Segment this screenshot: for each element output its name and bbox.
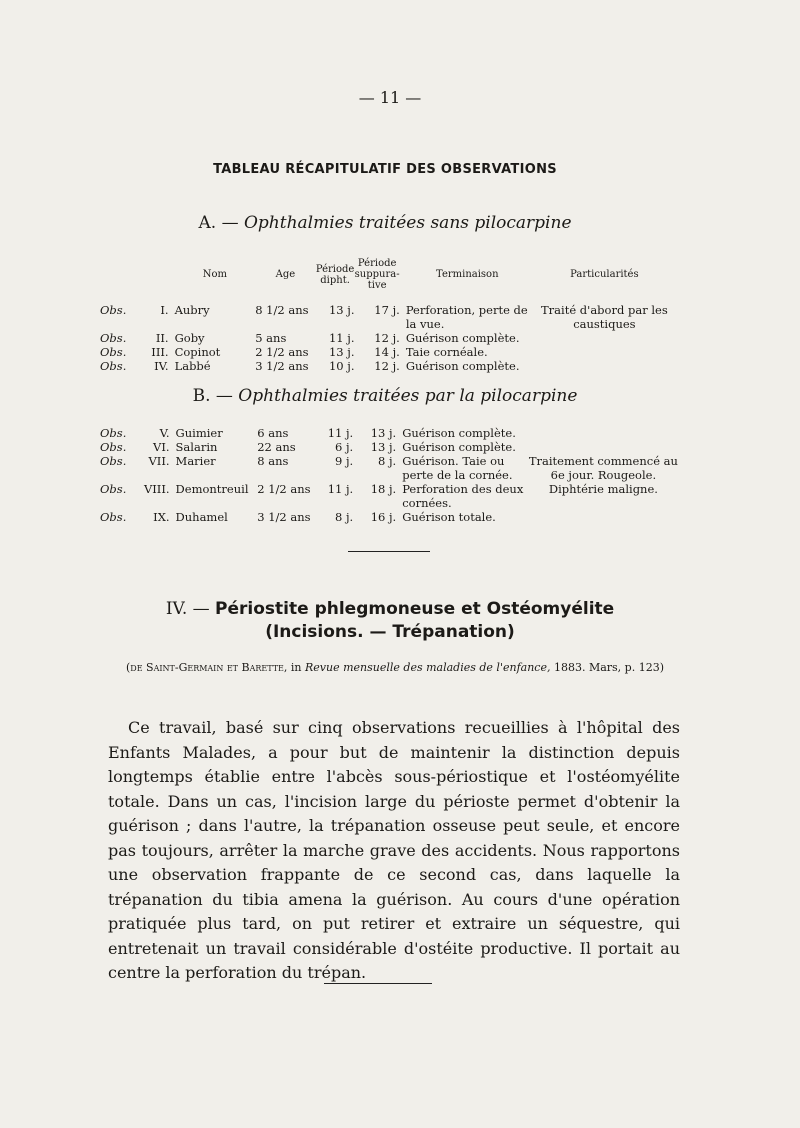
cell-suppurative-period: 16 j. (370, 510, 397, 524)
cell-diphtheria-period: 6 j. (335, 440, 354, 454)
cell-outcome: Perforation, perte de la vue. (405, 303, 528, 331)
cell-remarks: Traité d'abord par les caustiques (541, 303, 668, 331)
table-heading: TABLEAU RÉCAPITULATIF DES OBSERVATIONS (213, 162, 557, 177)
col-nom: Nom (202, 269, 228, 280)
section-divider (348, 551, 430, 552)
cell-diphtheria-period: 11 j. (328, 331, 355, 345)
cell-obs: Obs. (100, 345, 127, 359)
section-iv-line2-wrap (0, 621, 780, 644)
cell-remarks (529, 345, 680, 359)
table-row (100, 440, 680, 454)
table-row (100, 482, 680, 510)
cell-age: 2 1/2 ans (257, 482, 311, 496)
cell-number: II. (155, 331, 169, 345)
section-iv-line1 (0, 598, 780, 621)
cell-number: VII. (148, 454, 170, 468)
cell-outcome: Perforation des deux cornées. (402, 482, 524, 510)
cell-number: IX. (153, 510, 170, 524)
col-age: Age (275, 269, 296, 280)
cell-remarks (527, 510, 680, 524)
page-number: — 11 — (358, 88, 422, 107)
section-b-heading (0, 386, 770, 406)
reference-authors: (de Saint-Germain et Barette, (126, 661, 288, 674)
section-a-letter: A. — (198, 213, 239, 233)
cell-number: V. (159, 426, 170, 440)
cell-name: Goby (174, 331, 205, 345)
cell-obs: Obs. (100, 426, 127, 440)
section-iv-number: IV. — (165, 599, 210, 619)
section-b-letter: B. — (192, 386, 233, 406)
cell-name: Salarin (175, 440, 218, 454)
cell-outcome: Guérison complète. (405, 331, 520, 345)
cell-obs: Obs. (100, 440, 127, 454)
cell-remarks (527, 440, 680, 454)
cell-name: Aubry (174, 303, 210, 317)
cell-remarks (529, 359, 680, 373)
cell-obs: Obs. (100, 331, 127, 345)
cell-name: Copinot (174, 345, 221, 359)
cell-outcome: Guérison complète. (402, 440, 516, 454)
cell-outcome: Guérison. Taie ou perte de la cornée. (402, 454, 513, 482)
cell-suppurative-period: 18 j. (370, 482, 397, 496)
section-a-heading (0, 213, 770, 233)
cell-age: 6 ans (257, 426, 289, 440)
cell-remarks (529, 331, 680, 345)
cell-suppurative-period: 12 j. (374, 359, 400, 373)
table-row (100, 454, 680, 482)
table-row (100, 345, 680, 359)
cell-suppurative-period: 13 j. (370, 440, 397, 454)
section-b-title: Ophthalmies traitées par la pilocarpine (238, 386, 578, 406)
cell-diphtheria-period: 9 j. (335, 454, 354, 468)
cell-name: Marier (175, 454, 216, 468)
cell-name: Duhamel (175, 510, 228, 524)
cell-obs: Obs. (100, 359, 127, 373)
cell-age: 8 ans (257, 454, 289, 468)
cell-suppurative-period: 12 j. (374, 331, 400, 345)
table-a-body (100, 303, 680, 373)
cell-age: 8 1/2 ans (255, 303, 309, 317)
cell-outcome: Taie cornéale. (405, 345, 488, 359)
cell-number: IV. (154, 359, 169, 373)
reference-in: in (290, 661, 302, 674)
section-iv-subtitle: (Incisions. — Trépanation) (265, 622, 515, 642)
cell-diphtheria-period: 8 j. (335, 510, 354, 524)
cell-outcome: Guérison complète. (402, 426, 516, 440)
cell-diphtheria-period: 10 j. (328, 359, 355, 373)
cell-diphtheria-period: 11 j. (327, 482, 354, 496)
cell-name: Demontreuil (175, 482, 249, 496)
cell-diphtheria-period: 13 j. (328, 345, 355, 359)
table-b-body (100, 426, 680, 524)
cell-age: 3 1/2 ans (257, 510, 311, 524)
body-text (108, 716, 680, 986)
cell-remarks (527, 426, 680, 440)
section-iv-heading (0, 598, 780, 644)
table-row (100, 303, 680, 331)
cell-age: 2 1/2 ans (255, 345, 309, 359)
cell-outcome: Guérison complète. (405, 359, 520, 373)
table-row (100, 510, 680, 524)
section-a-title: Ophthalmies traitées sans pilocarpine (243, 213, 572, 233)
cell-remarks: Traitement commencé au 6e jour. Rougeole. (528, 454, 678, 482)
cell-suppurative-period: 13 j. (370, 426, 397, 440)
cell-suppurative-period: 8 j. (378, 454, 397, 468)
cell-obs: Obs. (100, 303, 127, 317)
cell-number: III. (151, 345, 169, 359)
body-paragraph: Ce travail, basé sur cinq observations recueillies à l'hôpital des Enfants Malades, a pour but de maintenir la distinction depuis longtemps établie entre l'abcès sous-périostique et l'ostéomyélite totale. Dans un cas, l'incision large du périoste permet d'obtenir la guérison ; dans l'autre, la trépanation osseuse peut seule, et encore pas toujours, arrêter la marche grave des accidents. Nous rapportons une observation frappante de ce second cas, dans laquelle la trépanation du tibia amena la guérison. Au cours d'une opération pratiquée plus tard, on put retirer et extraire un séquestre, qui entretenait un travail considérable d'ostéite productive. Il portait au centre la perforation du trépan. (108, 718, 680, 982)
cell-age: 22 ans (257, 440, 296, 454)
cell-remarks: Diphtérie maligne. (548, 482, 658, 496)
cell-number: VIII. (143, 482, 170, 496)
cell-obs: Obs. (100, 454, 127, 468)
cell-obs: Obs. (100, 482, 127, 496)
reference-journal: Revue mensuelle des maladies de l'enfance, (305, 661, 551, 674)
cell-name: Labbé (174, 359, 211, 373)
bibliographic-reference (110, 660, 680, 675)
col-supp: Période suppura-tive (354, 258, 400, 291)
end-rule (324, 983, 432, 984)
table-header-row (100, 258, 680, 303)
cell-outcome: Guérison totale. (402, 510, 496, 524)
cell-age: 5 ans (255, 331, 287, 345)
reference-date: 1883. Mars, p. 123) (553, 661, 664, 674)
cell-diphtheria-period: 13 j. (328, 303, 355, 317)
table-row (100, 359, 680, 373)
cell-diphtheria-period: 11 j. (327, 426, 354, 440)
cell-suppurative-period: 14 j. (374, 345, 400, 359)
col-term: Terminaison (436, 269, 499, 280)
observations-table-a (100, 258, 680, 373)
cell-number: VI. (153, 440, 170, 454)
cell-obs: Obs. (100, 510, 127, 524)
cell-age: 3 1/2 ans (255, 359, 309, 373)
col-part: Particularités (570, 269, 639, 280)
table-row (100, 426, 680, 440)
cell-suppurative-period: 17 j. (374, 303, 400, 317)
observations-table-b (100, 426, 680, 524)
col-diph: Période dipht. (315, 263, 355, 286)
section-iv-title: Périostite phlegmoneuse et Ostéomyélite (215, 599, 615, 619)
cell-name: Guimier (175, 426, 223, 440)
table-row (100, 331, 680, 345)
cell-number: I. (160, 303, 169, 317)
